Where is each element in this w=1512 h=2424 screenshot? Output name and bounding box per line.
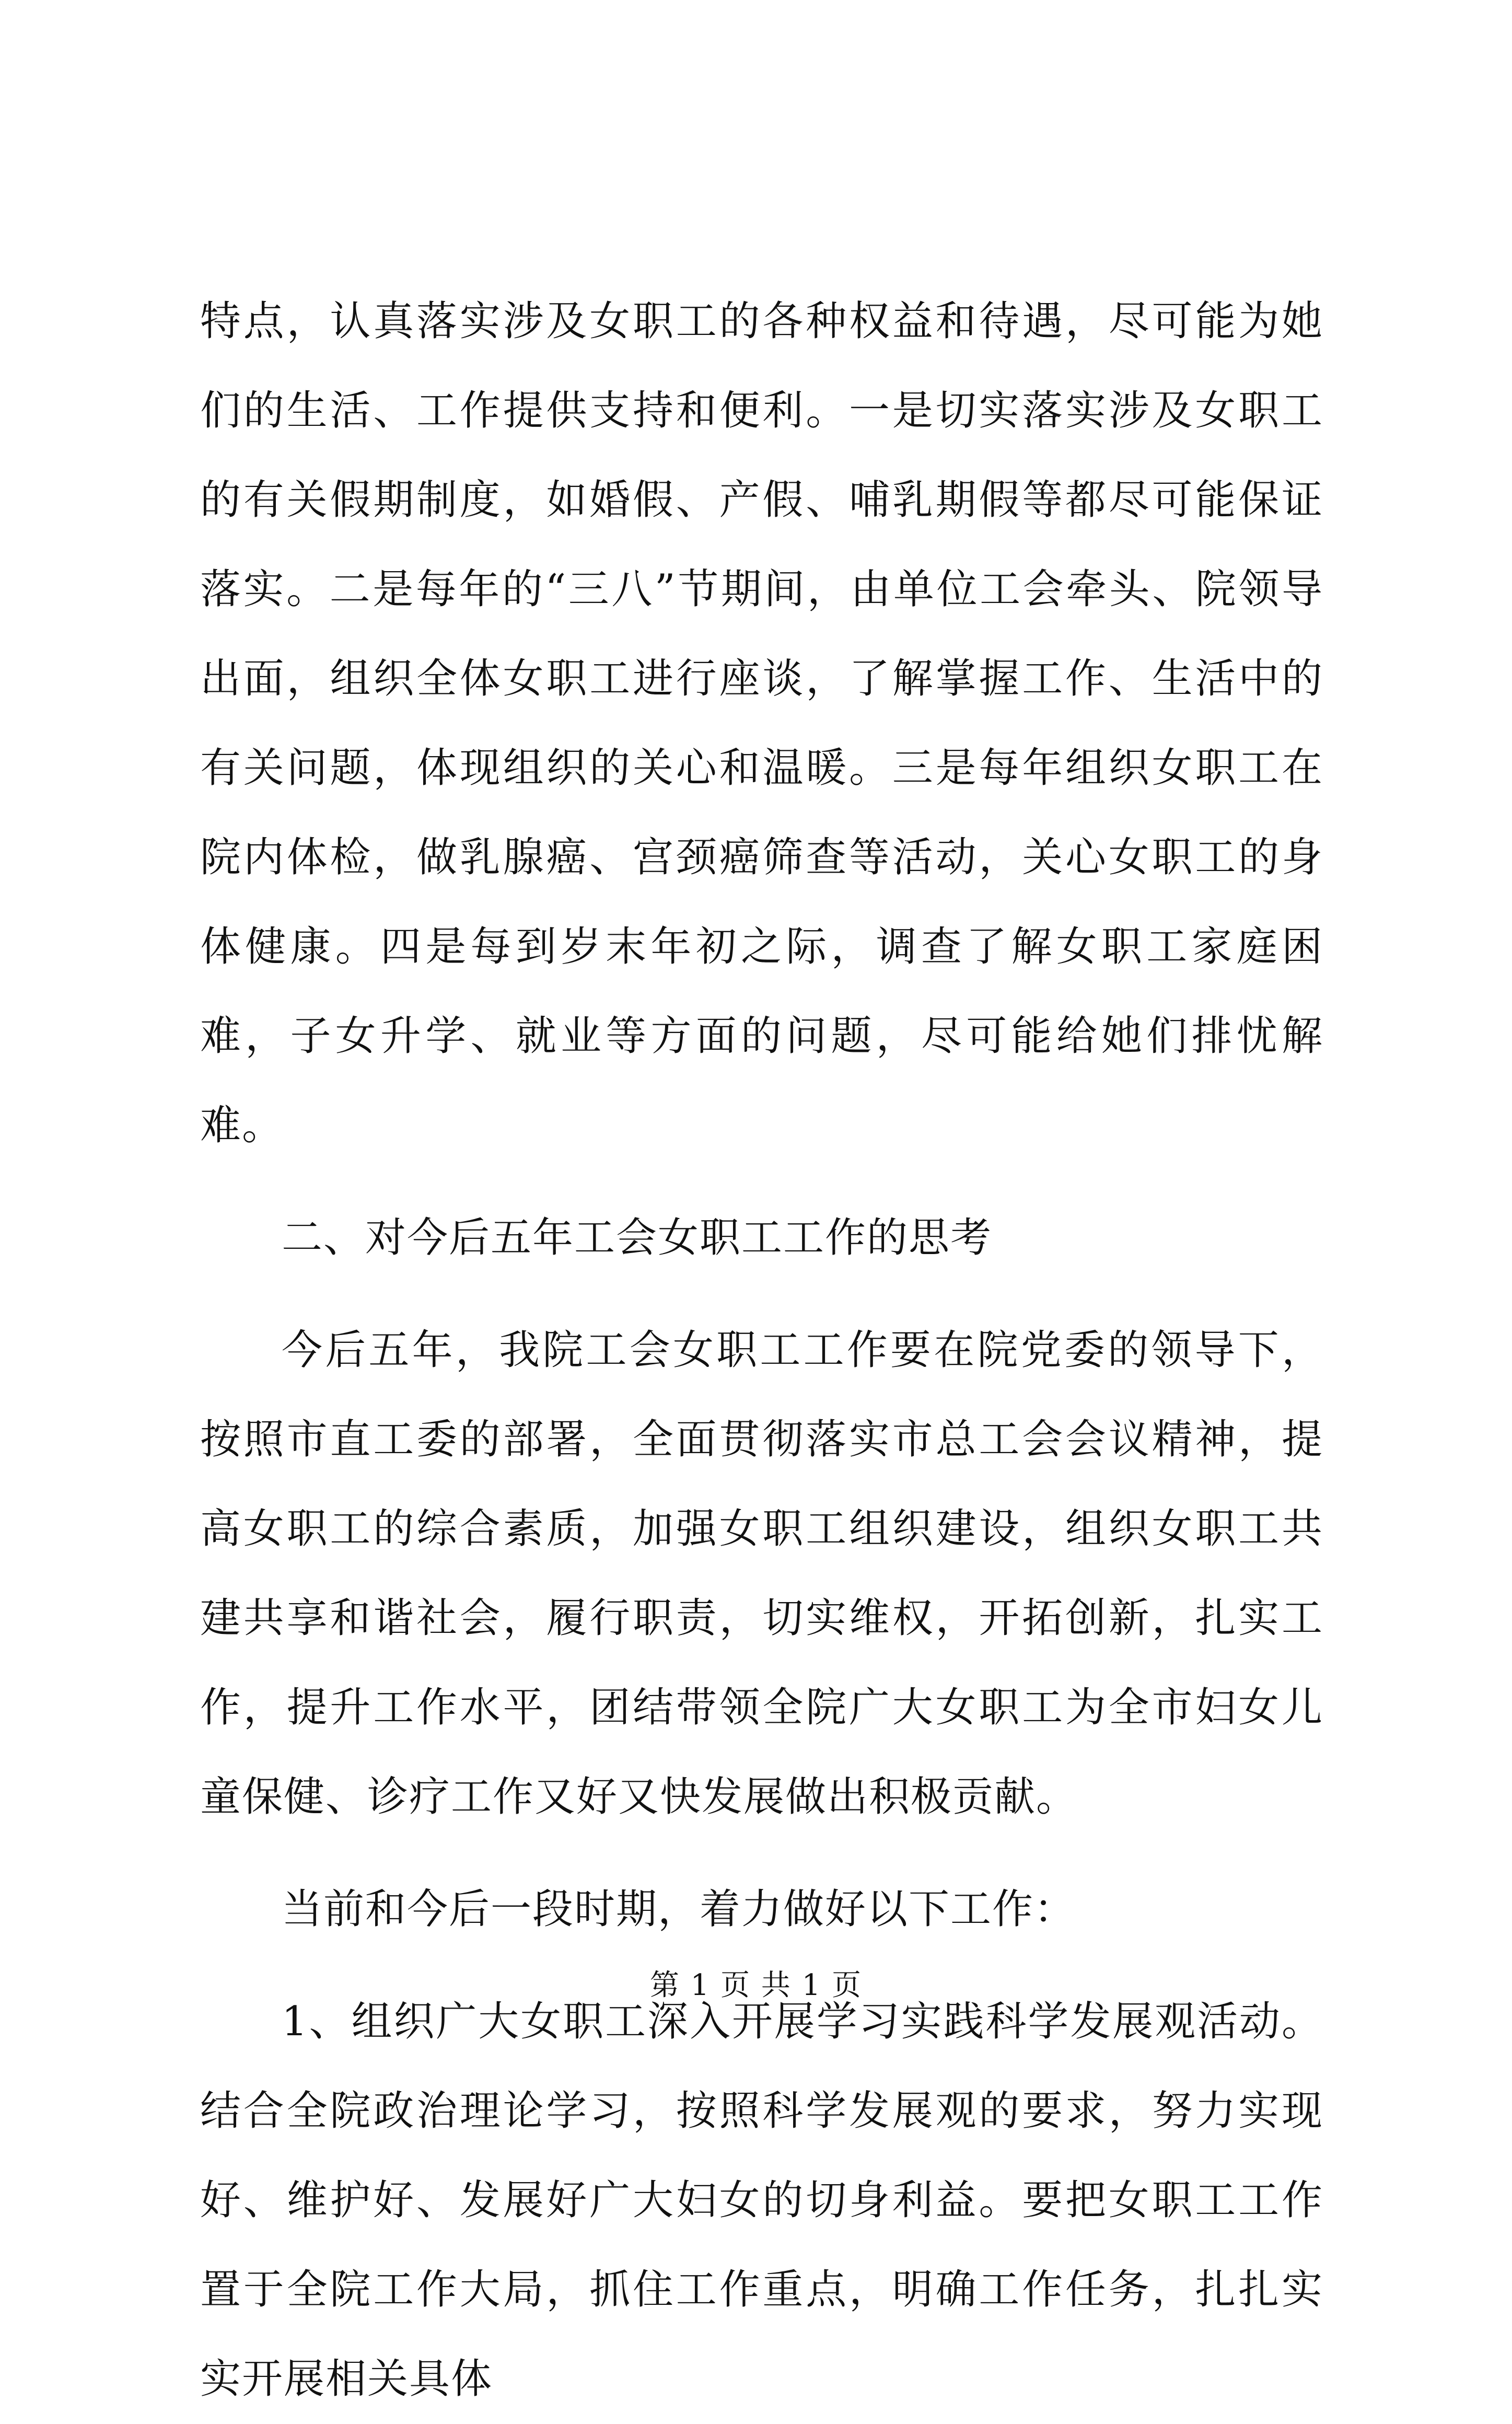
- section-heading-future-work: 二、对今后五年工会女职工工作的思考: [282, 1214, 993, 1261]
- paragraph-five-year-plan: 今后五年，我院工会女职工工作要在院党委的领导下，按照市直工委的部署，全面贯彻落实市总工会会议精神，提高女职工的综合素质，加强女职工组织建设，组织女职工共建共享和谐社会，履行职责，切实维权，开拓创新，扎实工作，提升工作水平，团结带领全院广大女职工为全市妇女儿童保健、诊疗工作又好又快发展做出积极贡献。: [200, 1327, 1323, 1820]
- paragraph-gap: [200, 1842, 1323, 1865]
- paragraph-current-tasks-intro: 当前和今后一段时期，着力做好以下工作：: [282, 1886, 1076, 1933]
- paragraph-rights-and-benefits: 特点，认真落实涉及女职工的各种权益和待遇，尽可能为她们的生活、工作提供支持和便利。一是切实落实涉及女职工的有关假期制度，如婚假、产假、哺乳期假等都尽可能保证落实。二是每年的“三八”节期间，由单位工会牵头、院领导出面，组织全体女职工进行座谈，了解掌握工作、生活中的有关问题，体现组织的关心和温暖。三是每年组织女职工在院内体检，做乳腺癌、宫颈癌筛查等活动，关心女职工的身体健康。四是每到岁末年初之际，调查了解女职工家庭困难，子女升学、就业等方面的问题，尽可能给她们排忧解难。: [200, 298, 1323, 1149]
- document-body: [200, 277, 1323, 2424]
- paragraph-gap: [200, 1170, 1323, 1193]
- paragraph-gap: [200, 1283, 1323, 1306]
- paragraph-task-one: 1、组织广大女职工深入开展学习实践科学发展观活动。结合全院政治理论学习，按照科学发展观的要求，努力实现好、维护好、发展好广大妇女的切身利益。要把女职工工作置于全院工作大局，抓住工作重点，明确工作任务，扎扎实实开展相关具体: [200, 1998, 1323, 2403]
- page-footer: 第 1 页 共 1 页: [649, 1968, 863, 2002]
